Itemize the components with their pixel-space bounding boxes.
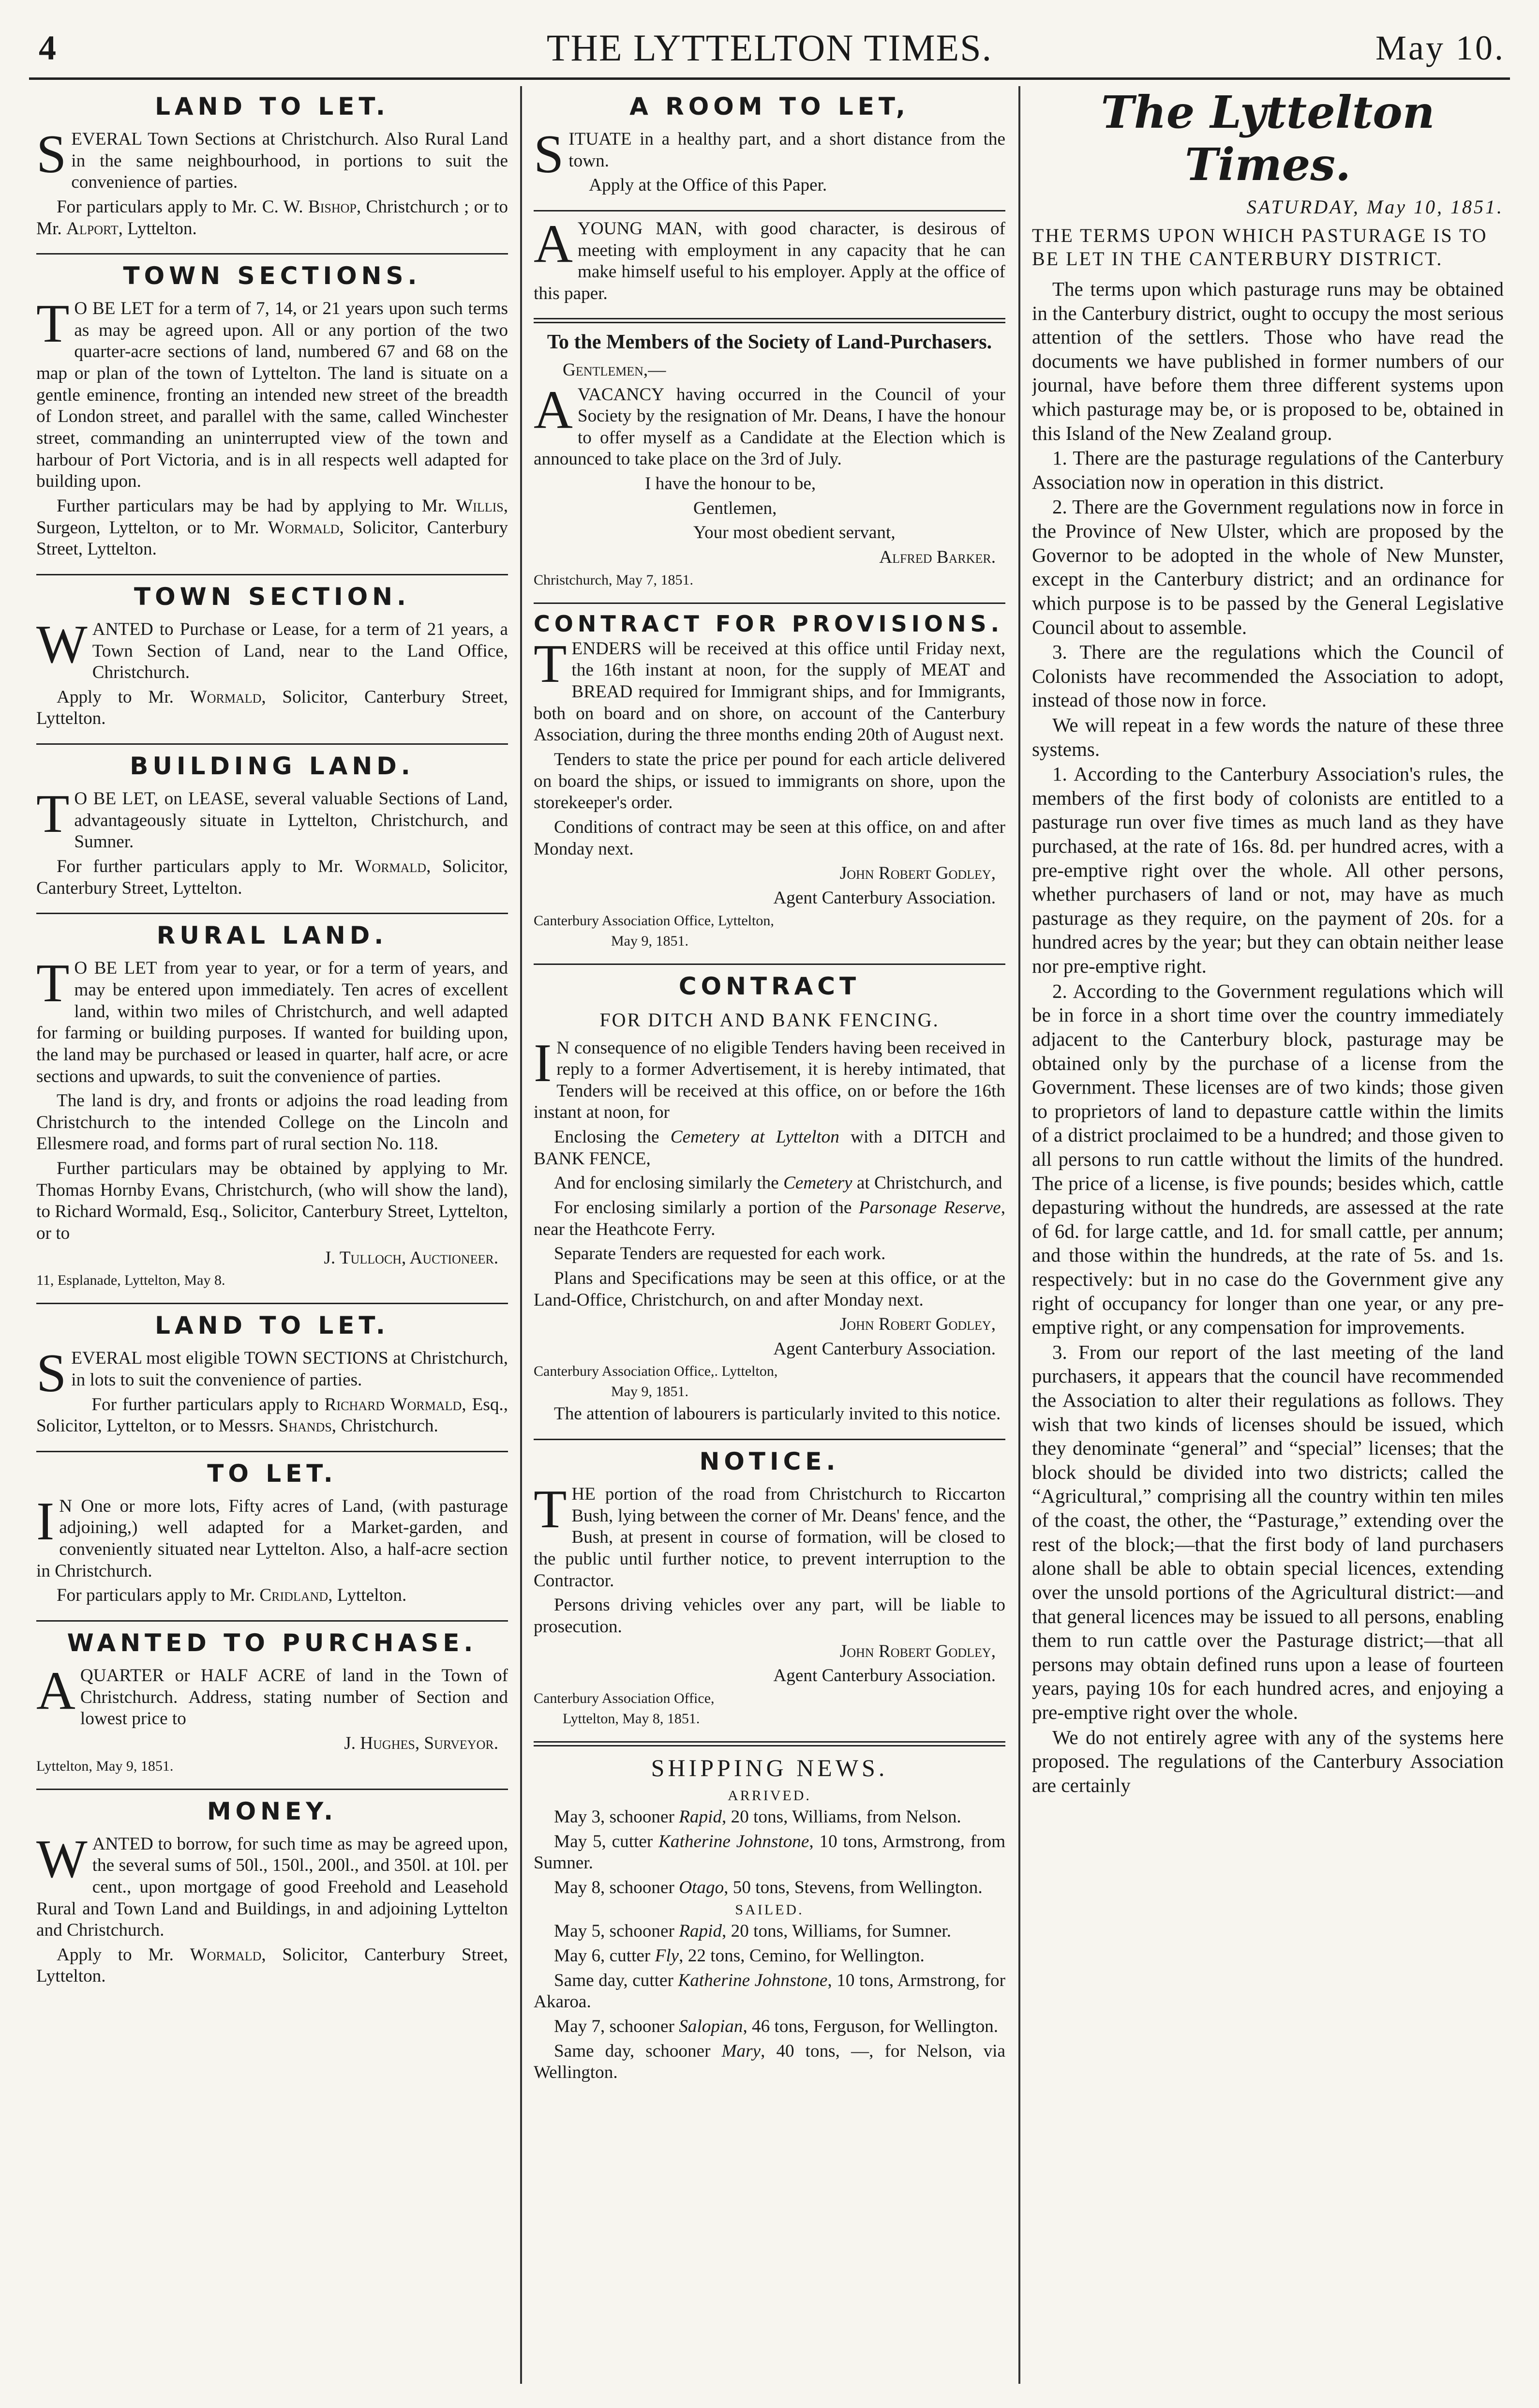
divider: [534, 963, 1005, 965]
issue-date: May 10.: [1375, 29, 1505, 67]
drop-cap: T: [534, 1479, 567, 1540]
ad-body: EVERAL most eligible TOWN SECTIONS at Christchurch, in lots to suit the convenience of parties.: [71, 1348, 508, 1390]
ad-heading: CONTRACT FOR PROVISIONS.: [534, 610, 1004, 637]
ad-paragraph: And for enclosing similarly the Cemetery at Christchurch, and: [554, 1173, 1002, 1193]
section-heading: SHIPPING NEWS.: [651, 1754, 888, 1781]
ad-paragraph: The attention of labourers is particularly invited to this notice.: [554, 1404, 1001, 1424]
ad-signature: J. Hughes, Surveyor.: [344, 1733, 498, 1753]
ad-wanted-to-purchase: [36, 1628, 508, 1784]
ad-body: O BE LET, on LEASE, several valuable Sections of Land, advantageously situate in Lyttelton, Christchurch, and Sumner.: [74, 789, 508, 852]
shipping-entry: Same day, cutter Katherine Johnstone, 10 tons, Armstrong, for Akaroa.: [534, 1970, 1005, 2012]
shipping-entry: May 6, cutter Fly, 22 tons, Cemino, for Wellington.: [554, 1946, 925, 1966]
ad-contact: Apply to Mr. Wormald, Solicitor, Canterbury Street, Lyttelton.: [36, 687, 508, 729]
ad-body: O BE LET from year to year, or for a term of years, and may be entered upon immediately. Ten acres of excellent land, within two miles of Christchurch, and well adapted for farming or building purposes. If wanted for building upon, the land may be purchased or leased in quarter, half acre, or acre sections and upwards, to suit the convenience of parties.: [36, 958, 508, 1086]
shipping-entry: May 5, cutter Katherine Johnstone, 10 tons, Armstrong, from Sumner.: [534, 1831, 1005, 1873]
editorial-paragraph: 1. According to the Canterbury Association's rules, the members of the first body of colonists are entitled to a pasturage run over five times as much land as they have purchased, at the rate of 16s. 8d. per hundred acres, with a pre-emptive right over the whole. All other persons, whether purchasers of land or not, may have as much pasturage as they require, on the payment of 20s. for a hundred acres by the year; but they can obtain neither lease nor pre-emptive right.: [1032, 763, 1504, 978]
shipping-news: [534, 1753, 1005, 2092]
divider: [36, 1303, 508, 1304]
drop-cap: T: [36, 953, 70, 1014]
editorial-title: THE TERMS UPON WHICH PASTURAGE IS TO BE LET IN THE CANTERBURY DISTRICT.: [1032, 225, 1488, 270]
ad-land-to-let-2: [36, 1311, 508, 1446]
editorial-paragraph: We do not entirely agree with any of the systems here proposed. The regulations of the Canterbury Association are certainly: [1032, 1726, 1504, 1796]
editorial-paragraph: 2. According to the Government regulations which will be in force in a short time over the country immediately adjacent to the Canterbury block, pasturage may be obtained only by the purchase of a license from the Government. These licenses are of two kinds; those given to proprietors of land to depasture cattle within the limits of a district proclaimed to be a hundred; and those given to all persons to run cattle without the limits of the hundred. The price of a license, is five pounds; besides which, cattle depasturing without the hundreds, are assessed at the rate of 6d. for large cattle, and 1d. for small cattle, per annum; and those within the hundreds, at the rate of 5s. and 1s. respectively: but in no case do the Government give any right of occupancy for longer than one year, or any pre-emptive right, or any compensation for improvements.: [1032, 979, 1504, 1339]
ad-footer: May 9, 1851.: [611, 1384, 688, 1400]
ad-footer: Canterbury Association Office,: [534, 1690, 715, 1706]
divider: [36, 574, 508, 575]
column-3: [1032, 86, 1504, 2389]
ad-paragraph: The land is dry, and fronts or adjoins the road leading from Christchurch to the intended College on the Lincoln and Ellesmere road, and forms part of rural section No. 118.: [36, 1091, 508, 1154]
editorial-masthead: The Lyttelton Times.: [1101, 86, 1435, 191]
divider: [534, 1439, 1005, 1440]
drop-cap: T: [36, 294, 70, 354]
ad-body: EVERAL Town Sections at Christchurch. Also Rural Land in the same neighbourhood, in portions to suit the convenience of parties.: [71, 129, 508, 193]
divider: [36, 743, 508, 745]
editorial-dateline: SATURDAY, May 10, 1851.: [1246, 196, 1504, 218]
ad-signature-title: Agent Canterbury Association.: [773, 888, 996, 908]
ad-body: ANTED to Purchase or Lease, for a term of 21 years, a Town Section of Land, near to the Land Office, Christchurch.: [92, 619, 508, 683]
ad-young-man: [534, 213, 1005, 314]
shipping-entry: Same day, schooner Mary, 40 tons, —, for Nelson, via Wellington.: [534, 2041, 1005, 2083]
ad-heading: TOWN SECTION.: [134, 582, 410, 611]
ad-contact: For further particulars apply to Richard Wormald, Esq., Solicitor, Lyttelton, or to Messrs. Shands, Christchurch.: [36, 1394, 508, 1436]
divider: [534, 318, 1005, 323]
ad-signature-title: Agent Canterbury Association.: [773, 1339, 996, 1359]
ad-footer: 11, Esplanade, Lyttelton, May 8.: [36, 1272, 225, 1289]
ad-body: HE portion of the road from Christchurch to Riccarton Bush, lying between the corner of Mr. Deans' fence, and the Bush, at present in course of formation, will be closed to the public until further notice, to prevent interruption to the Contractor.: [534, 1484, 1005, 1591]
ad-to-let: [36, 1459, 508, 1615]
ad-signature: John Robert Godley,: [839, 1641, 996, 1661]
drop-cap: W: [36, 1829, 88, 1889]
section-subheading: ARRIVED.: [728, 1787, 811, 1804]
ad-heading: NOTICE.: [699, 1447, 840, 1476]
closing-line: Your most obedient servant,: [693, 523, 896, 543]
ad-heading: WANTED TO PURCHASE.: [67, 1629, 478, 1657]
ad-footer: May 9, 1851.: [611, 933, 688, 949]
ad-heading: TO LET.: [207, 1459, 337, 1488]
shipping-entry: May 3, schooner Rapid, 20 tons, Williams, from Nelson.: [554, 1806, 961, 1827]
closing-line: Gentlemen,: [693, 498, 777, 518]
ad-heading: To the Members of the Society of Land-Purchasers.: [547, 331, 992, 354]
ad-heading: RURAL LAND.: [156, 921, 388, 950]
drop-cap: A: [36, 1661, 75, 1721]
drop-cap: S: [36, 1343, 67, 1404]
ad-contact: Apply to Mr. Wormald, Solicitor, Canterbury Street, Lyttelton.: [36, 1944, 508, 1987]
drop-cap: T: [36, 784, 70, 844]
page-number: 4: [39, 29, 56, 67]
ad-contact: For further particulars apply to Mr. Wormald, Solicitor, Canterbury Street, Lyttelton.: [36, 857, 508, 898]
divider: [534, 1741, 1005, 1746]
ad-footer: Lyttelton, May 8, 1851.: [563, 1710, 700, 1727]
ad-footer: Canterbury Association Office,. Lyttelton,: [534, 1363, 778, 1380]
ad-room-to-let: [534, 92, 1005, 205]
editorial-paragraph: 1. There are the pasturage regulations of the Canterbury Association now in operation in this district.: [1032, 447, 1504, 493]
ad-building-land: [36, 752, 508, 908]
masthead: [29, 19, 1510, 73]
ad-contract-fencing: [534, 972, 1005, 1434]
ad-paragraph: Conditions of contract may be seen at this office, on and after Monday next.: [534, 817, 1005, 859]
drop-cap: T: [534, 633, 567, 694]
ad-body: ENDERS will be received at this office until Friday next, the 16th instant at noon, for the supply of MEAT and BREAD required for Immigrant ships, and for Immigrants, both on board and on shore, on account of the Canterbury Association, during the three months ending 20th of August next.: [534, 638, 1005, 745]
ad-body: O BE LET for a term of 7, 14, or 21 years upon such terms as may be agreed upon. All or any portion of the two quarter-acre sections of land, numbered 67 and 68 on the map or plan of the town of Lyttelton. The land is situate on a gentle eminence, fronting an intended new street of the breadth of London street, and parallel with the same, called Winchester street, commanding an uninterrupted view of the town and harbour of Port Victoria, and is in all respects well adapted for building upon.: [36, 299, 508, 492]
ad-signature: John Robert Godley,: [839, 863, 996, 884]
ad-town-sections: [36, 261, 508, 569]
ad-signature: John Robert Godley,: [839, 1314, 996, 1335]
closing-line: I have the honour to be,: [645, 474, 816, 494]
ad-body: ANTED to borrow, for such time as may be agreed upon, the several sums of 50l., 150l., 200l., and 350l. at 10l. per cent., upon mortgage of good Freehold and Leasehold Rural and Town Land and Buildings, in and adjoining Lyttelton and Christchurch.: [36, 1834, 508, 1941]
ad-body: ITUATE in a healthy part, and a short distance from the town.: [568, 129, 1005, 171]
ad-contact: For particulars apply to Mr. C. W. Bishop, Christchurch ; or to Mr. Alport, Lyttelton.: [36, 196, 508, 239]
ad-body: N One or more lots, Fifty acres of Land, (with pasturage adjoining,) well adapted for a Market-garden, and conveniently situated near Lyttelton. Also, a half-acre section in Christchurch.: [36, 1496, 508, 1581]
ad-society-members: [534, 330, 1005, 597]
drop-cap: A: [534, 213, 573, 274]
drop-cap: A: [534, 379, 573, 440]
column-2: [534, 86, 1005, 2389]
ad-body: QUARTER or HALF ACRE of land in the Town of Christchurch. Address, stating number of Section and lowest price to: [80, 1666, 508, 1729]
ad-body: YOUNG MAN, with good character, is desirous of meeting with employment in any capacity that he can make himself useful to his employer. Apply at the office of this paper.: [534, 218, 1005, 303]
divider: [534, 602, 1005, 604]
ad-heading: A ROOM TO LET,: [629, 92, 910, 120]
ad-signature: J. Tulloch, Auctioneer.: [324, 1248, 498, 1268]
ad-footer: Lyttelton, May 9, 1851.: [36, 1758, 174, 1774]
ad-signature-title: Agent Canterbury Association.: [773, 1666, 996, 1686]
ad-body: VACANCY having occurred in the Council of your Society by the resignation of Mr. Deans, I have the honour to offer myself as a Candidate at the Election which is announced to take place on the 3rd of July.: [534, 384, 1005, 469]
editorial-paragraph: 2. There are the Government regulations now in force in the Province of New Ulster, which are proposed by the Governor to be adopted in the whole of New Munster, except in the Canterbury district; and an ordinance for which purpose is to be passed by the General Legislative Council about to assemble.: [1032, 496, 1504, 638]
divider: [36, 253, 508, 255]
divider: [36, 1620, 508, 1622]
ad-paragraph: Separate Tenders are requested for each work.: [554, 1244, 886, 1264]
drop-cap: I: [36, 1491, 55, 1551]
shipping-entry: May 8, schooner Otago, 50 tons, Stevens, from Wellington.: [554, 1877, 983, 1897]
ad-heading: BUILDING LAND.: [130, 752, 415, 781]
drop-cap: S: [534, 124, 564, 184]
divider: [534, 210, 1005, 211]
ad-footer: Christchurch, May 7, 1851.: [534, 572, 693, 588]
ad-heading: LAND TO LET.: [155, 1311, 389, 1340]
editorial-paragraph: 3. There are the regulations which the Council of Colonists have recommended the Association to adopt, instead of those now in force.: [1032, 641, 1504, 711]
drop-cap: W: [36, 614, 88, 675]
column-rule-2: [1018, 86, 1020, 2384]
editorial-paragraph: The terms upon which pasturage runs may be obtained in the Canterbury district, ought to occupy the most serious attention of the settlers. Those who have read the documents we have published in former numbers of our journal, have before them three different systems upon which pasturage may be, or is proposed to be, obtained in this Island of the New Zealand group.: [1032, 278, 1504, 444]
ad-contact: Apply at the Office of this Paper.: [589, 175, 827, 196]
salutation: Gentlemen,—: [563, 360, 666, 380]
divider: [36, 1789, 508, 1790]
ad-contact: For particulars apply to Mr. Cridland, Lyttelton.: [57, 1585, 407, 1606]
ad-subheading: FOR DITCH AND BANK FENCING.: [599, 1008, 940, 1031]
drop-cap: I: [534, 1033, 552, 1093]
shipping-entry: May 5, schooner Rapid, 20 tons, Williams, for Sumner.: [554, 1921, 952, 1941]
ad-town-section: [36, 582, 508, 738]
ad-paragraph: For enclosing similarly a portion of the Parsonage Reserve, near the Heathcote Ferry.: [534, 1198, 1005, 1239]
ad-money: [36, 1797, 508, 1996]
column-1: [36, 86, 508, 2389]
ad-rural-land: [36, 921, 508, 1298]
editorial-paragraph: 3. From our report of the last meeting of the land purchasers, it appears that the council have recommended the Association to alter their regulations as follows. They wish that two kinds of licenses should be issued, which they denominate “general” and “special” licenses; that the block should be divided into two districts; called the “Agricultural,” comprising all the country within ten miles of the coast, the other, the “Pasturage,” extending over the rest of the block;—that the first body of land purchasers alone shall be able to obtain special licences, extending over the unsold portions of the Agricultural district:—and that general licences may be issued to all persons, enabling them to run cattle over the Pasturage district;—that all persons may obtain defined runs upon a lease of fourteen years, paying 10s for each hundred acres, and enjoying a pre-emptive right over the whole.: [1032, 1340, 1504, 1723]
ad-heading: MONEY.: [207, 1797, 338, 1825]
section-subheading: SAILED.: [735, 1902, 804, 1918]
ad-contact: Further particulars may be had by applying to Mr. Willis, Surgeon, Lyttelton, or to Mr. Wormald, Solicitor, Canterbury Street, Lyttelton.: [36, 496, 508, 559]
ad-body: N consequence of no eligible Tenders having been received in reply to a former Advertisement, it is hereby intimated, that Tenders will be received at this office, on or before the 16th instant at noon, for: [534, 1038, 1005, 1123]
ad-contract-provisions: [534, 611, 1005, 959]
newspaper-title: THE LYTTELTON TIMES.: [546, 27, 993, 69]
divider: [36, 1451, 508, 1452]
ad-footer: Canterbury Association Office, Lyttelton,: [534, 912, 774, 929]
ad-paragraph: Tenders to state the price per pound for each article delivered on board the ships, or issued to immigrants on shore, upon the storekeeper's order.: [534, 750, 1005, 813]
editorial-paragraph: We will repeat in a few words the nature of these three systems.: [1032, 713, 1504, 760]
column-rule-1: [520, 86, 522, 2384]
shipping-entry: May 7, schooner Salopian, 46 tons, Ferguson, for Wellington.: [554, 2017, 999, 2037]
ad-paragraph: Plans and Specifications may be seen at this office, or at the Land-Office, Christchurch, on and after Monday next.: [534, 1268, 1005, 1310]
ad-heading: CONTRACT: [678, 972, 861, 1000]
ad-land-to-let: [36, 92, 508, 248]
ad-notice: [534, 1447, 1005, 1736]
ad-heading: LAND TO LET.: [155, 92, 389, 120]
header-rule: [29, 77, 1510, 80]
ad-paragraph: Enclosing the Cemetery at Lyttelton with a DITCH and BANK FENCE,: [534, 1127, 1005, 1169]
editorial: [1032, 224, 1504, 1797]
drop-cap: S: [36, 124, 67, 184]
ad-paragraph: Persons driving vehicles over any part, will be liable to prosecution.: [534, 1595, 1005, 1637]
divider: [36, 913, 508, 914]
ad-heading: TOWN SECTIONS.: [123, 262, 421, 290]
ad-paragraph: Further particulars may be obtained by applying to Mr. Thomas Hornby Evans, Christchurch, (who will show the land), to Richard Wormald, Esq., Solicitor, Canterbury Street, Lyttelton, or to: [36, 1159, 508, 1243]
ad-signature: Alfred Barker.: [879, 547, 996, 567]
